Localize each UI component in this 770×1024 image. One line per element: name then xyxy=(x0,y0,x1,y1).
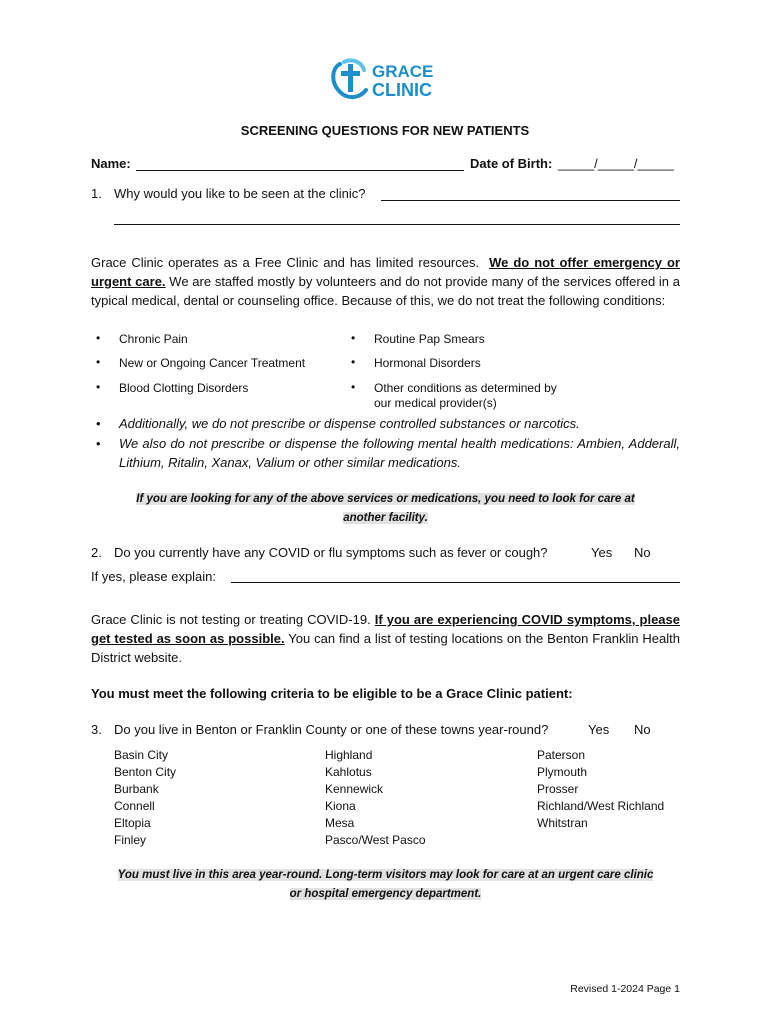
q1-answer-line-2[interactable] xyxy=(114,224,680,225)
q2-explain-field[interactable] xyxy=(231,582,680,583)
list-item: Prosser xyxy=(537,782,579,796)
q1-text: Why would you like to be seen at the clinic? xyxy=(114,186,366,201)
page-title: SCREENING QUESTIONS FOR NEW PATIENTS xyxy=(240,123,530,138)
q1-answer-line-1[interactable] xyxy=(381,200,680,201)
list-item: Blood Clotting Disorders xyxy=(119,381,249,395)
list-item: Eltopia xyxy=(114,816,151,830)
q2-text: Do you currently have any COVID or flu symptoms such as fever or cough? xyxy=(114,545,548,560)
list-item: Routine Pap Smears xyxy=(374,332,485,346)
list-item-continued: our medical provider(s) xyxy=(374,396,497,410)
list-item: Benton City xyxy=(114,765,177,779)
q2-number: 2. xyxy=(91,545,102,560)
list-item: Plymouth xyxy=(537,765,588,779)
towns-column-3 xyxy=(537,747,664,832)
criteria-heading: You must meet the following criteria to be eligible to be a Grace Clinic patient: xyxy=(91,686,573,701)
q2-explain-label: If yes, please explain: xyxy=(91,569,217,584)
dob-field[interactable]: _____/_____/_____ xyxy=(558,156,674,171)
dob-label: Date of Birth: xyxy=(470,156,553,171)
q3-yes-option[interactable]: Yes xyxy=(588,722,610,737)
towns-column-1 xyxy=(114,747,176,849)
page-footer: Revised 1-2024 Page 1 xyxy=(570,983,680,995)
list-item: Kahlotus xyxy=(325,765,372,779)
list-item: Kiona xyxy=(325,799,356,813)
intro-paragraph: Grace Clinic operates as a Free Clinic and has limited resources. We do not offer emergency or urgent care. We are staffed mostly by volunteers and do not provide many of the services offered in a typical medical, dental or counseling office. Because of this, we do not treat the following conditions: xyxy=(91,255,680,308)
list-item: Kennewick xyxy=(325,782,384,796)
q2-no-option[interactable]: No xyxy=(634,545,651,560)
note-controlled-substances: Additionally, we do not prescribe or dispense controlled substances or narcotics. xyxy=(119,416,580,431)
list-item: Other conditions as determined by xyxy=(374,381,557,395)
q3-text: Do you live in Benton or Franklin County or one of these towns year-round? xyxy=(114,722,549,737)
list-item: Chronic Pain xyxy=(119,332,188,346)
list-item: Highland xyxy=(325,748,373,762)
list-item: Basin City xyxy=(114,748,169,762)
svg-text:CLINIC: CLINIC xyxy=(372,80,432,100)
list-item: Mesa xyxy=(325,816,355,830)
towns-column-2 xyxy=(325,747,426,849)
q2-yes-option[interactable]: Yes xyxy=(591,545,613,560)
list-item: Burbank xyxy=(114,782,159,796)
warning-other-facility: If you are looking for any of the above services or medications, you need to look for care at another facility. xyxy=(136,493,635,524)
note-mental-health-meds: We also do not prescribe or dispense the following mental health medications: Ambien, Adderall, Lithium, Ritalin, Xanax, Valium or other similar medications. xyxy=(119,436,680,470)
list-item: Richland/West Richland xyxy=(537,799,665,813)
svg-text:GRACE: GRACE xyxy=(372,62,434,81)
q3-number: 3. xyxy=(91,722,102,737)
list-item: Finley xyxy=(114,833,147,847)
list-item: Pasco/West Pasco xyxy=(325,833,426,847)
list-item: Connell xyxy=(114,799,155,813)
list-item: Hormonal Disorders xyxy=(374,356,481,370)
grace-clinic-logo xyxy=(330,56,440,102)
q3-no-option[interactable]: No xyxy=(634,722,651,737)
cross-heart-icon xyxy=(330,56,440,102)
list-item: Paterson xyxy=(537,748,586,762)
name-field[interactable] xyxy=(136,170,464,171)
list-item: Whitstran xyxy=(537,816,588,830)
name-label: Name: xyxy=(91,156,131,171)
q1-number: 1. xyxy=(91,186,102,201)
list-item: New or Ongoing Cancer Treatment xyxy=(119,356,306,370)
warning-year-round: You must live in this area year-round. Long-term visitors may look for care at an urgent care clinic or hospital emergency department. xyxy=(117,869,654,900)
covid-paragraph: Grace Clinic is not testing or treating COVID-19. If you are experiencing COVID symptoms, please get tested as soon as possible. You can find a list of testing locations on the Benton Franklin Health District website. xyxy=(91,612,680,665)
